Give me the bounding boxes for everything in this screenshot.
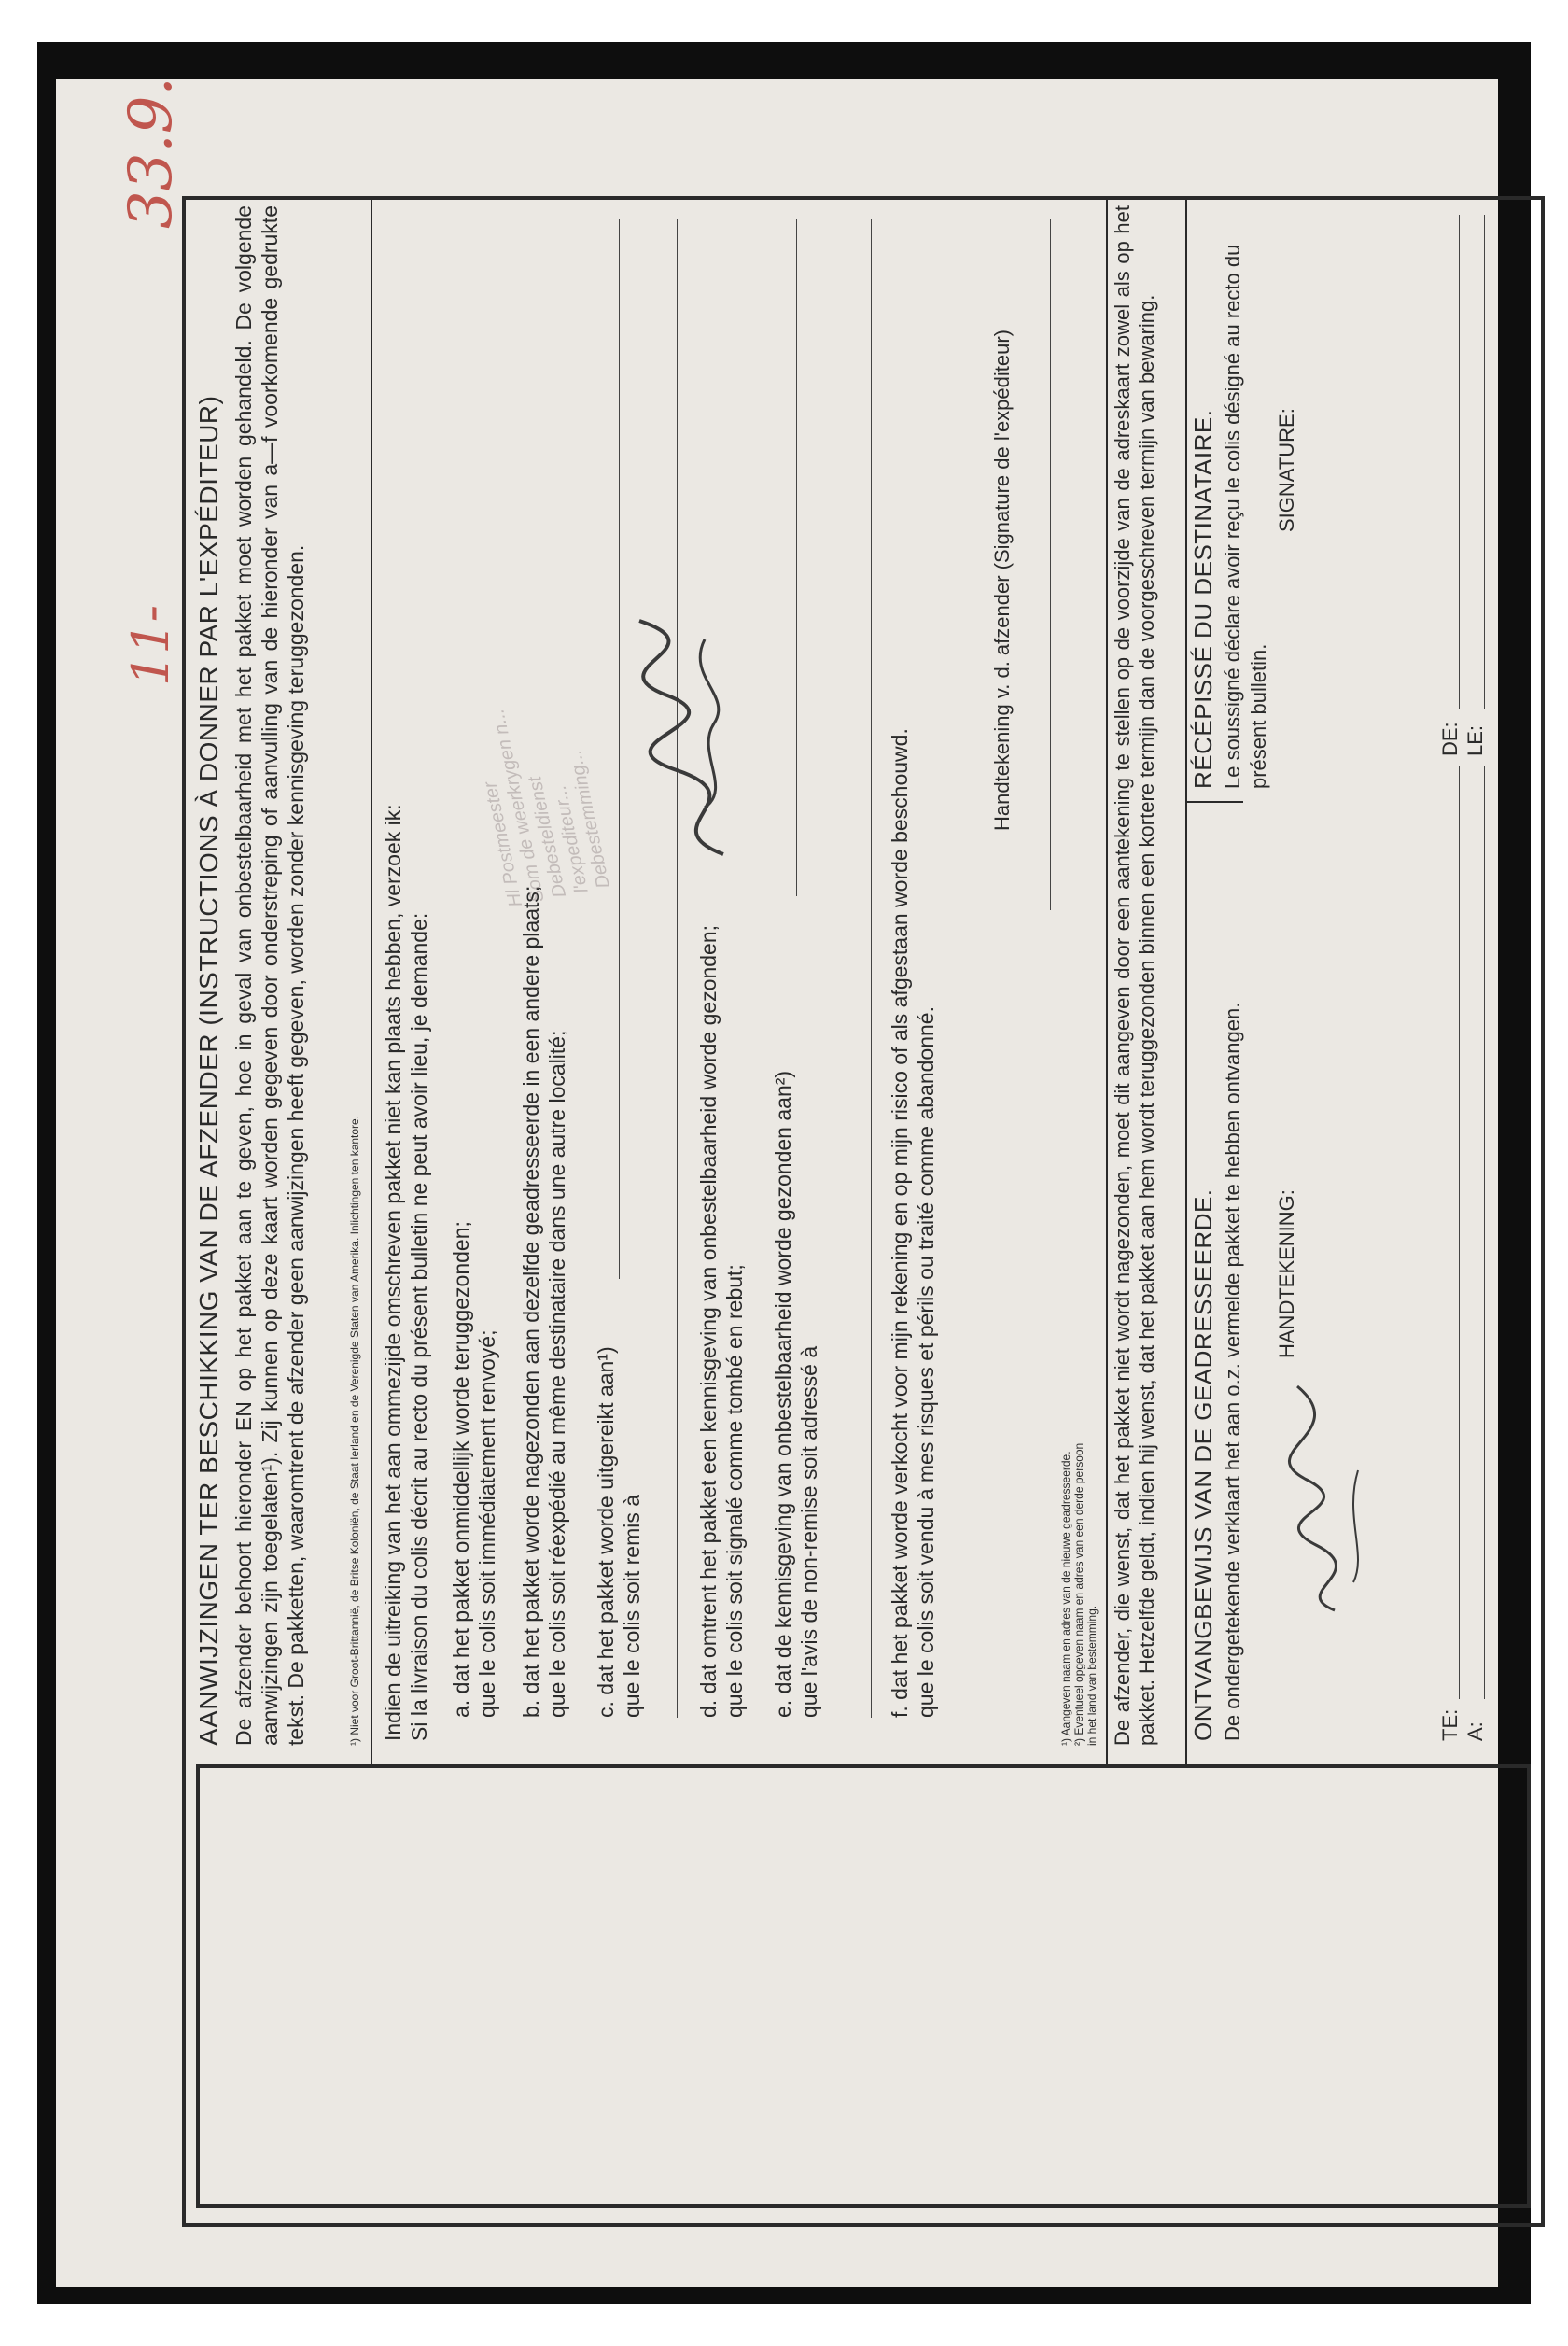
footnotes: ¹) Aangeven naam en adres van de nieuwe geadresseerde. ²) Eventueel opgeven naam en adres van een derde persoon in het land van bestemming. [1059,1442,1099,1746]
divider [1106,196,1108,1764]
date-label-le: LE: [1463,724,1487,756]
request-text: Indien de uitreiking van het aan ommezijde omschreven pakket niet kan plaats hebben, verzoek ik: Si la livraison du colis décrit au recto du présent bulletin ne peut avoir lieu, je demande: [381,804,431,1741]
intro-footnote: ¹) Niet voor Groot-Brittannië, de Britse Koloniën, de Staat Ierland en de Verenigde Staten van Amerika. Inlichtingen ten kantore. [348,1115,361,1746]
receipt-text-nl: De ondergetekende verklaart het aan o.z. vermelde pakket te hebben ontvangen. [1221,1002,1244,1741]
receipt-text-fr: Le soussigné déclare avoir reçu le colis désigné au recto du présent bulletin. [1221,244,1270,789]
place-label-de: DE: [1438,722,1462,756]
option-e-fill-line-1 [796,219,797,896]
forward-note: De afzender, die wenst, dat het pakket niet wordt nagezonden, moet dit aangeven door een aantekening te stellen op de voorzijde van de adreskaart zowel als op het pakket. Hetzelfde geldt, indien hij wenst, dat het pakket aan hem wordt teruggezonden binnen een kortere termijn dan de voorgeschreven termijn van bewaring. [1111,205,1158,1746]
option-d: d. dat omtrent het pakket een kennisgeving van onbestelbaarheid worde gezonden; que le colis soit signalé comme tombé en rebut; [696,924,747,1718]
date-line-fr [1484,215,1485,709]
receipt-signature-label-nl: HANDTEKENING: [1275,1189,1298,1358]
recipient-signature [1279,1377,1381,1620]
receipt-heading-nl: ONTVANGBEWIJS VAN DE GEADRESSEERDE. [1189,1188,1217,1741]
option-c: c. dat het pakket worde uitgereikt aan¹) que le colis soit remis à [594,1346,644,1718]
form-title: AANWIJZINGEN TER BESCHIKKING VAN DE AFZENDER (INSTRUCTIONS À DONNER PAR L'EXPÉDITEUR) [194,395,223,1746]
intro-text: De afzender behoort hieronder EN op het pakket aan te geven, hoe in geval van onbestelbaarheid met het pakket moet worden gehandeld. De volgende aanwijzingen zijn toegelaten¹). Zij kunnen op deze kaart worden gegeven door onderstreping of aanvulling van de hieronder van a—f voorkomende gedrukte tekst. De pakketten, waaromtrent de afzender geen aanwijzingen heeft gegeven, worden zonder kennisgeving teruggezonden. [231,205,308,1746]
date-line [1484,766,1485,1699]
option-f: f. dat het pakket worde verkocht voor mijn rekening en op mijn risico of als afgestaan worde beschouwd. que le colis soit vendu à mes risques et périls ou traité comme abandonné. [888,728,938,1718]
sender-signature-label: Handtekening v. d. afzender (Signature de l'expéditeur) [990,329,1014,831]
divider [1185,196,1187,1764]
handwritten-margin-mark: 11- [121,605,180,686]
option-c-fill-line-2 [677,219,678,1718]
option-b: b. dat het pakket worde nagezonden aan dezelfde geadresseerde in een andere plaats; que le colis soit réexpédié au même destinataire dans une autre localité; [519,885,569,1718]
option-a: a. dat het pakket onmiddellijk worde teruggezonden; que le colis soit immédiatement renvoyé; [449,1221,499,1718]
option-e-fill-line-2 [871,219,872,1718]
divider [371,196,372,1764]
postal-stamp: Hl Postmeester Som de weerkrygen n... Debesteldienst l'expediteur... Debestemming... [480,707,615,909]
place-line-fr [1459,215,1460,709]
handwritten-number: 33.9. [117,77,186,229]
receipt-divider [1185,801,1243,803]
option-e: e. dat de kennisgeving van onbestelbaarheid worde gezonden aan²) que l'avis de non-remise soit adressé à [771,1070,821,1718]
sender-signature-line [1050,219,1051,910]
paper-sheet [56,79,1498,2287]
sender-signature [611,602,779,864]
date-label-a: A: [1463,1721,1487,1741]
place-label-te: TE: [1438,1708,1462,1741]
place-line [1459,766,1460,1699]
receipt-heading-fr: RÉCÉPISSÉ DU DESTINATAIRE. [1189,409,1217,789]
address-panel [196,1764,1531,2208]
receipt-signature-label-fr: SIGNATURE: [1275,408,1298,532]
rotated-form [117,28,1554,2227]
